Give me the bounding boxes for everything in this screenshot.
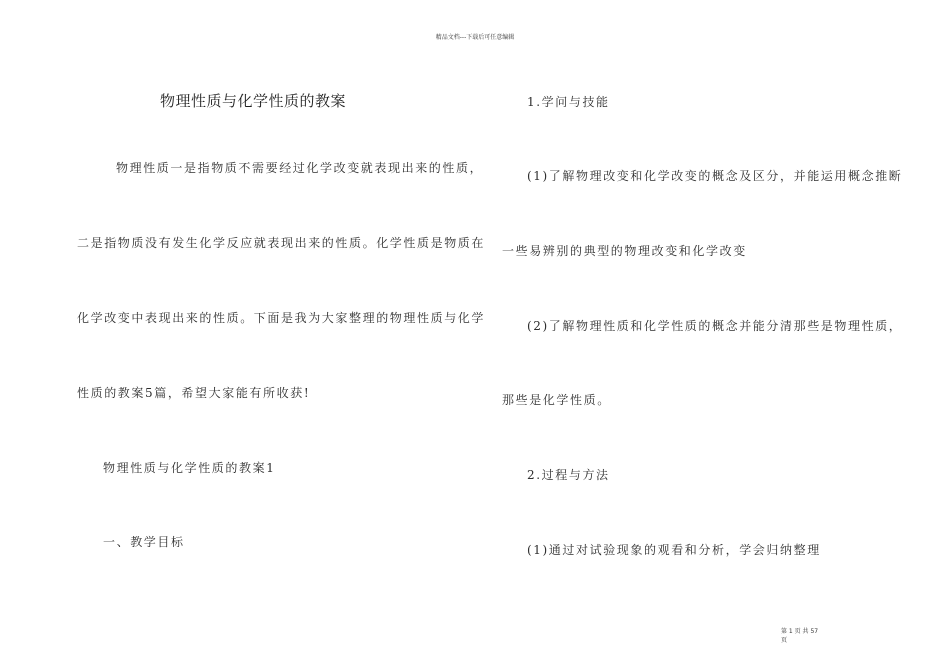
section-heading: 物理性质与化学性质的教案1 bbox=[103, 461, 276, 475]
section-heading: 2.过程与方法 bbox=[527, 468, 610, 482]
paragraph-line: (1)通过对试验现象的观看和分析，学会归纳整理 bbox=[527, 543, 821, 557]
paragraph-line: 物理性质一是指物质不需要经过化学改变就表现出来的性质， bbox=[116, 161, 484, 175]
paragraph-line: 二是指物质没有发生化学反应就表现出来的性质。化学性质是物质在 bbox=[77, 236, 486, 250]
paragraph-line: 一些易辨别的典型的物理改变和化学改变 bbox=[502, 244, 747, 258]
paragraph-line: 那些是化学性质。 bbox=[502, 393, 611, 407]
paragraph-line: 性质的教案5篇，希望大家能有所收获! bbox=[77, 386, 311, 400]
section-heading: 一、教学目标 bbox=[103, 535, 185, 549]
paragraph-line: 化学改变中表现出来的性质。下面是我为大家整理的物理性质与化学 bbox=[77, 311, 486, 325]
document-title: 物理性质与化学性质的教案 bbox=[160, 92, 347, 110]
paragraph-line: (1)了解物理改变和化学改变的概念及区分，并能运用概念推断 bbox=[527, 169, 903, 183]
page-header: 精品文档---下载后可任意编辑 bbox=[435, 34, 515, 41]
section-heading: 1.学问与技能 bbox=[527, 95, 610, 109]
page-number: 第 1 页 共 57 bbox=[781, 628, 819, 635]
paragraph-line: (2)了解物理性质和化学性质的概念并能分清那些是物理性质， bbox=[527, 319, 903, 333]
page-number-suffix: 页 bbox=[781, 637, 788, 644]
